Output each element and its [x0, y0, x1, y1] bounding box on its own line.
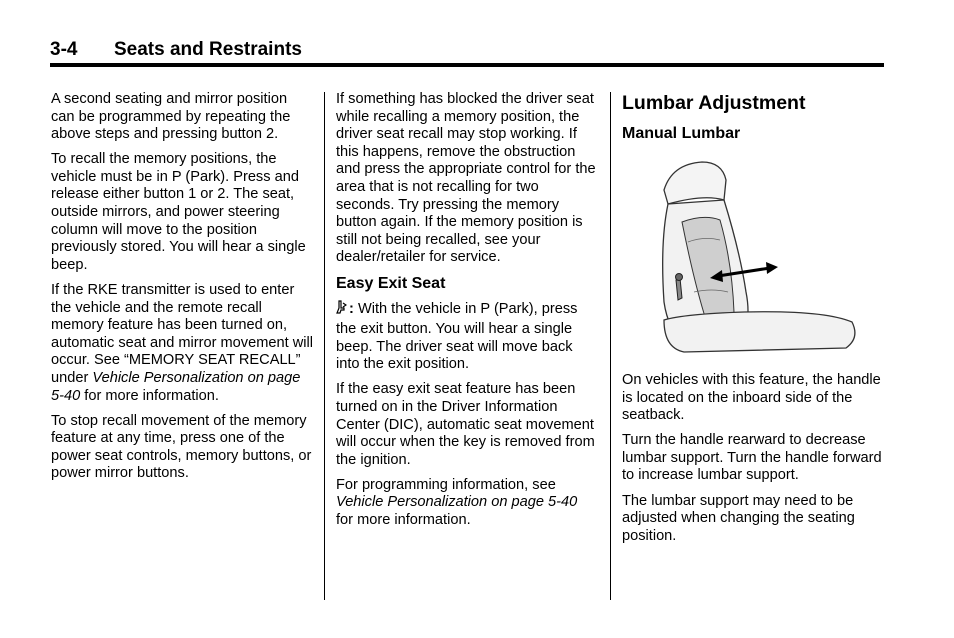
cross-reference-link[interactable]: Vehicle Personalization on page 5-40 [51, 369, 301, 404]
paragraph: On vehicles with this feature, the handle is located on the inboard side of the seatback. [622, 372, 881, 424]
column-divider-2 [610, 92, 611, 600]
subsection-heading: Manual Lumbar [622, 125, 741, 142]
paragraph [336, 300, 598, 373]
paragraph-text: If the RKE transmitter is used to enter the vehicle and the remote recall memory feature has been turned on, automatic seat and mirror movement will occur. See “MEMORY SEAT RECALL” under [51, 281, 313, 386]
header-rule [50, 63, 884, 67]
paragraph: If the easy exit seat feature has been turned on in the Driver Information Center (DIC), automatic seat movement will occur when the key is removed from the ignition. [336, 381, 595, 468]
paragraph [51, 282, 313, 405]
column-3 [622, 91, 884, 553]
paragraph: The lumbar support may need to be adjusted when changing the seating position. [622, 492, 855, 544]
page-number: 3-4 [50, 39, 78, 60]
column-1 [51, 91, 313, 490]
icon-colon: : [349, 301, 354, 318]
page-header [50, 38, 884, 62]
paragraph: To recall the memory positions, the vehicle must be in P (Park). Press and release either button 1 or 2. The seat, outside mirrors, and power steering column will move to the position previously stored. You will hear a single beep. [51, 151, 306, 273]
easy-exit-icon [336, 300, 347, 321]
paragraph-text: For programming information, see [336, 476, 556, 493]
paragraph [336, 477, 598, 530]
paragraph-text: for more information. [336, 511, 471, 528]
column-divider-1 [324, 92, 325, 600]
section-heading: Lumbar Adjustment [622, 92, 806, 114]
seat-lumbar-illustration [624, 152, 864, 362]
paragraph-text: for more information. [84, 387, 219, 404]
paragraph: A second seating and mirror position can be programmed by repeating the above steps and pressing button 2. [51, 91, 291, 143]
paragraph: Turn the handle rearward to decrease lumbar support. Turn the handle forward to increase lumbar support. [622, 432, 882, 484]
cross-reference-link[interactable]: Vehicle Personalization on page 5-40 [336, 494, 578, 511]
section-heading: Easy Exit Seat [336, 275, 446, 293]
chapter-title: Seats and Restraints [114, 39, 302, 60]
paragraph-text: With the vehicle in P (Park), press the exit button. You will hear a single beep. The driver seat will move back into the exit position. [336, 301, 578, 373]
paragraph: To stop recall movement of the memory feature at any time, press one of the power seat controls, memory buttons, or power mirror buttons. [51, 412, 312, 482]
paragraph: If something has blocked the driver seat while recalling a memory position, the driver seat recall may stop working. If this happens, remove the obstruction and press the appropriate control for the area that is not recalling for two seconds. Try pressing the memory button again. If the memory position is still not being recalled, see your dealer/retailer for service. [336, 91, 596, 266]
column-2 [336, 91, 598, 537]
